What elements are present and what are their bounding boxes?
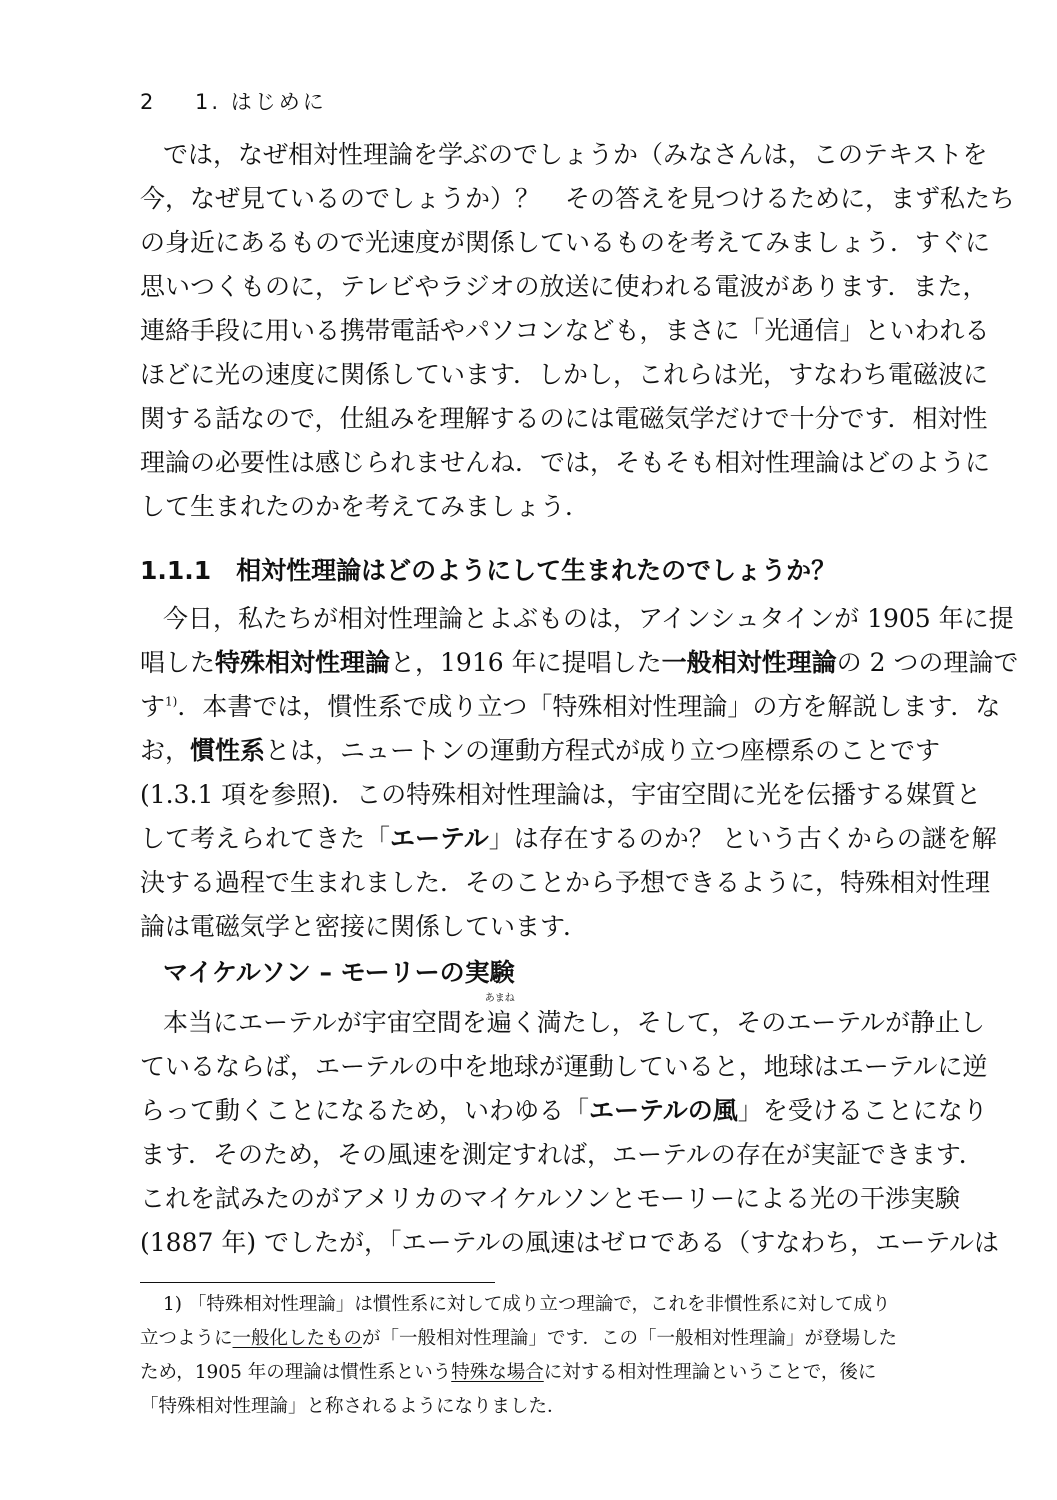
ruby-word: あまね 遍 xyxy=(484,993,515,1037)
term-special-relativity: 特殊相対性理論 xyxy=(215,648,391,677)
intro-line-5: 連絡手段に用いる携帯電話やパソコンなども，まさに「光通信」といわれる xyxy=(140,316,990,345)
section-para-line-6: して考えられてきた「エーテル」は存在するのか？ という古くからの謎を解 xyxy=(140,824,997,853)
section-para-line-7: 決する過程で生まれました．そのことから予想できるように，特殊相対性理 xyxy=(140,868,991,897)
section-para-line-2: 唱した特殊相対性理論と，1916 年に提唱した一般相対性理論の 2 つの理論で xyxy=(140,648,1019,677)
subsection-para-line-2: ているならば，エーテルの中を地球が運動していると，地球はエーテルに逆 xyxy=(140,1052,988,1081)
section-para-line-8: 論は電磁気学と密接に関係しています． xyxy=(140,912,589,941)
footnote-rule xyxy=(140,1282,495,1283)
term-ether-wind: エーテルの風 xyxy=(589,1096,738,1125)
section-para-line-5: (1.3.1 項を参照)．この特殊相対性理論は，宇宙空間に光を伝播する媒質と xyxy=(140,780,982,809)
subsection-para-line-4: ます．そのため，その風速を測定すれば，エーテルの存在が実証できます． xyxy=(140,1140,984,1169)
intro-line-4: 思いつくものに，テレビやラジオの放送に使われる電波があります．また， xyxy=(140,272,988,301)
intro-line-6: ほどに光の速度に関係しています．しかし，これらは光，すなわち電磁波に xyxy=(140,360,989,389)
footnote-ref[interactable]: 1) xyxy=(165,694,178,709)
subsection-para-line-3: らって動くことになるため，いわゆる「エーテルの風」を受けることになり xyxy=(140,1096,988,1125)
intro-line-3: の身近にあるもので光速度が関係しているものを考えてみましょう．すぐに xyxy=(140,228,991,257)
footnote-line-4: 「特殊相対性理論」と称されるようになりました． xyxy=(140,1396,566,1417)
intro-line-7: 関する話なので，仕組みを理解するのには電磁気学だけで十分です．相対性 xyxy=(140,404,988,433)
subsection-heading: マイケルソン – モーリーの実験 xyxy=(163,958,515,987)
footnote-line-3: ため，1905 年の理論は慣性系という特殊な場合に対する相対性理論ということで，後に xyxy=(140,1362,877,1383)
page-number: 2 xyxy=(140,90,157,114)
chapter-title: 1. はじめに xyxy=(195,90,327,114)
intro-line-1: では，なぜ相対性理論を学ぶのでしょうか（みなさんは，このテキストを xyxy=(163,140,988,169)
intro-line-2: 今，なぜ見ているのでしょうか）？ その答えを見つけるために，まず私たち xyxy=(140,184,1016,213)
running-header xyxy=(140,86,327,116)
term-general-relativity: 一般相対性理論 xyxy=(661,648,837,677)
ruby-reading: あまね xyxy=(484,993,515,1004)
intro-line-9: して生まれたのかを考えてみましょう． xyxy=(140,492,591,521)
section-para-line-3: す$^{1)}$．本書では，慣性系で成り立つ「特殊相対性理論」の方を解説します．な xyxy=(140,692,1001,721)
subsection-para-line-6: (1887 年) でしたが，「エーテルの風速はゼロである（すなわち，エーテルは xyxy=(140,1228,1000,1257)
footnote-line-1: 1) 「特殊相対性理論」は慣性系に対して成り立つ理論で，これを非慣性系に対して成り xyxy=(163,1294,891,1315)
intro-line-8: 理論の必要性は感じられませんね．では，そもそも相対性理論はどのように xyxy=(140,448,991,477)
section-para-line-1: 今日，私たちが相対性理論とよぶものは，アインシュタインが 1905 年に提 xyxy=(163,604,1014,633)
term-inertial-frame: 慣性系 xyxy=(190,736,266,765)
section-para-line-4: お，慣性系とは，ニュートンの運動方程式が成り立つ座標系のことです xyxy=(140,736,941,765)
subsection-para-line-5: これを試みたのがアメリカのマイケルソンとモーリーによる光の干渉実験 xyxy=(140,1184,961,1213)
subsection-para-line-1: 本当にエーテルが宇宙空間を あまね 遍く満たし，そして，そのエーテルが静止し xyxy=(163,993,986,1037)
term-ether: エーテル xyxy=(390,824,489,853)
section-heading: 1.1.1 相対性理論はどのようにして生まれたのでしょうか？ xyxy=(140,556,837,585)
footnote-line-2: 立つように一般化したものが「一般相対性理論」です．この「一般相対性理論」が登場した xyxy=(140,1328,898,1349)
